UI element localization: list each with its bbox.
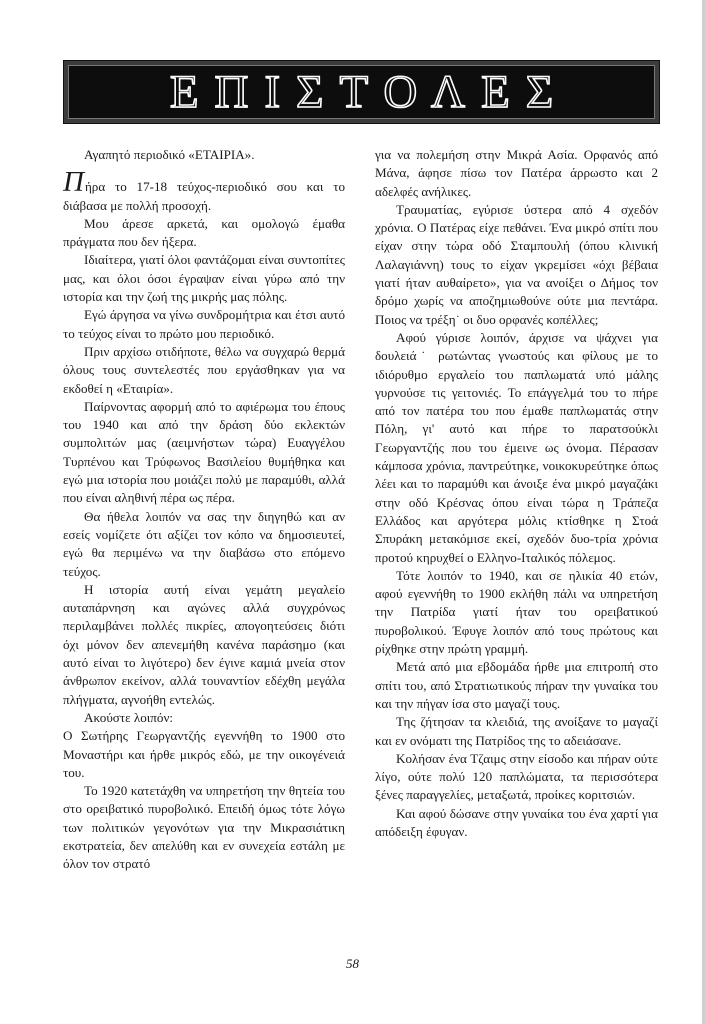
opening-paragraph-text: ήρα το 17-18 τεύχος-περιοδικό σου και το διάβασα με πολλή προσοχή. — [63, 179, 345, 213]
left-column — [63, 146, 345, 874]
body-paragraph: Κολήσαν ένα Τζαιμς στην είσοδο και πήραν ούτε λίγο, ούτε πολύ 120 παπλώματα, τα περισσότερα ξένες παραγγελίες, μεταξωτά, προίκες κοριτσιών. — [375, 750, 658, 803]
body-paragraph: Της ζήτησαν τα κλειδιά, της ανοίξανε το μαγαζί και εν ονόματι της Πατρίδος της το αδειάσανε. — [375, 714, 658, 748]
section-title: ΕΠΙΣΤΟΛΕΣ — [169, 65, 570, 118]
body-paragraph: Ο Σωτήρης Γεωργαντζής εγεννήθη το 1900 στο Μοναστήρι και ήρθε μικρός εδώ, με την οικογένειά του. — [63, 728, 345, 780]
body-paragraph: Τότε λοιπόν το 1940, και σε ηλικία 40 ετών, αφού εγεννήθη το 1900 εκλήθη πάλι να υπηρετήση την Πατρίδα γιατί ήταν του ορειβατικού πυροβολικού. Έφυγε λοιπόν από τους πρώτους και ρίχθηκε στην πρώτη γραμμή. — [375, 567, 658, 657]
opening-paragraph — [63, 166, 345, 215]
page-number: 58 — [346, 956, 359, 971]
section-banner-panel — [68, 65, 655, 119]
body-paragraph: Μου άρεσε αρκετά, και ομολογώ έμαθα πράγματα που δεν ήξερα. — [63, 215, 345, 250]
section-banner — [63, 60, 660, 124]
body-paragraph: Θα ήθελα λοιπόν να σας την διηγηθώ και αν εσείς νομίζετε ότι αξίζει τον κόπο να δημοσιευτεί, εγώ θα περιμένω να την διαβάσω στο επόμενο τεύχος. — [63, 508, 345, 579]
body-paragraph: Ιδιαίτερα, γιατί όλοι φαντάζομαι είναι συντοπίτες μας, και όλοι όσοι έγραψαν είναι γύρω από την ιστορία και την ζωή της μικρής μας πόλης. — [63, 252, 345, 305]
salutation: Αγαπητό περιοδικό «ΕΤΑΙΡΙΑ». — [84, 147, 255, 162]
body-paragraph: Το 1920 κατετάχθη να υπηρετήση την θητεία του στο ορειβατικό πυροβολικό. Επειδή όμως τότε λόγω των πολιτικών γεγονότων για την Μικρασιάτικη εκστρατεία, δεν απελύθη και εν συνεχεία εστάλη με όλον τον στρατό — [63, 783, 345, 872]
continued-paragraph: για να πολεμήση στην Μικρά Ασία. Ορφανός από Μάνα, άφησε πίσω τον Πατέρα άρρωστο και 2 αδελφές ανήλικες. — [375, 147, 658, 199]
body-paragraph: Αφού γύρισε λοιπόν, άρχισε να ψάχνει για δουλειά˙ ρωτώντας γνωστούς και φίλους με το ιδιόρυθμο εργαλείο του παπλωματά υπό μάλης γυρνούσε τις γειτονιές. Το επάγγελμά του το πήρε από τον πατέρα του που έμαθε παπλωματάς στην Πόλη, γι' αυτό και πήρε το παρατσούκλι Γεωργαντζής που του έμεινε ως όνομα. Πέρασαν κάμποσα χρόνια, παντρεύτηκε, νοικοκυρεύτηκε όπως λέει και το παραμύθι και άνοιξε ένα μικρό μαγαζάκι στην οδό Κρέσνας όπου είναι τώρα η Τράπεζα Ελλάδος και αργότερα μόλις κτίσθηκε η Στοά Σπυράκη μετακόμισε εκεί, σχεδόν δυο-τρία χρόνια προτού κηρυχθεί ο Ελληνο-Ιταλικός πόλεμος. — [375, 329, 658, 565]
drop-cap: Π — [63, 166, 84, 199]
body-paragraph: Παίρνοντας αφορμή από το αφιέρωμα του έπους του 1940 και από την δράση δύο εκλεκτών συμπολιτών μας (αειμνήστων τώρα) Ευαγγέλου Τυρπένου και Τρύφωνος Βασιλείου θυμήθηκα και εγώ μια ιστορία που μοιάζει πολύ με παραμύθι, αλλά που είναι αληθινή πέρα ως πέρα. — [63, 398, 345, 506]
right-column — [375, 146, 658, 841]
body-paragraph: Εγώ άργησα να γίνω συνδρομήτρια και έτσι αυτό το τεύχος είναι το πρώτο μου περιοδικό. — [63, 307, 345, 341]
body-paragraph: Μετά από μια εβδομάδα ήρθε μια επιτροπή στο σπίτι του, από Στρατιωτικούς πήραν την γυναίκα του και την πήγαν ίσα στο μαγαζί τους. — [375, 659, 658, 711]
body-paragraph: Πριν αρχίσω οτιδήποτε, θέλω να συγχαρώ θερμά όλους τους συντελεστές που εργάσθηκαν για να εκδοθεί η «Εταιρία». — [63, 343, 345, 396]
body-paragraph: Τραυματίας, εγύρισε ύστερα από 4 σχεδόν χρόνια. Ο Πατέρας είχε πεθάνει. Ένα μικρό σπίτι που είχαν στην τώρα οδό Σταμπουλή (όπου κλινική Λαλαγιάννη) τους το είχαν γκρεμίσει «όχι βέβαια γιατί ήταν αυθαίρετο», για να ανοίξει ο Δήμος τον δρόμο χωρίς να αποζημιωθούνε ούτε μια πεντάρα. Ποιος να τρέξη˙ οι δυο ορφανές κοπέλλες; — [375, 201, 658, 327]
body-paragraph: Η ιστορία αυτή είναι γεμάτη μεγαλείο αυταπάρνηση και αγώνες αλλά συγχρόνως περιλαμβάνει πολλές πικρίες, απογοητεύσεις διότι όχι μόνον δεν απενεμήθη κανένα παράσημο (και αυτό είναι το λιγότερο) δεν έγινε καμιά μνεία στον άνθρωπον εκείνον, αλλά τουναντίον εδέχθη μεγάλα πλήγματα, αγνοήθη εντελώς. — [63, 581, 345, 707]
body-paragraph: Και αφού δώσανε στην γυναίκα του ένα χαρτί για απόδειξη έφυγαν. — [375, 805, 658, 839]
body-paragraph: Ακούστε λοιπόν: — [84, 709, 174, 725]
